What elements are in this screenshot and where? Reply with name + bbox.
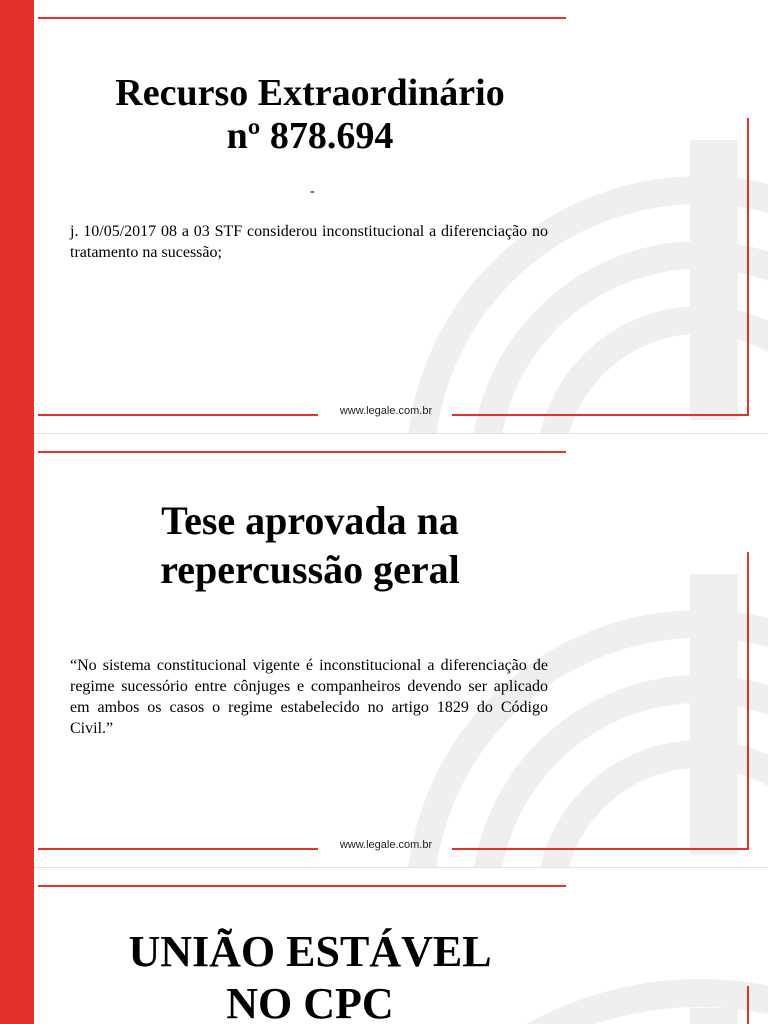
footer-url: www.legale.com.br	[339, 839, 433, 851]
left-accent-bar	[0, 434, 34, 868]
top-accent-line	[38, 885, 566, 887]
title-line-1: Tese aprovada na	[161, 498, 459, 543]
slide-recurso-extraordinario	[0, 0, 768, 434]
footer-line-left	[38, 414, 318, 416]
top-accent-line	[38, 17, 566, 19]
slide-body-quote: “No sistema constitucional vigente é inconstitucional a diferenciação de regime sucessório entre cônjuges e companheiros devendo ser aplicado em ambos os casos o regime estabelecido no artigo 1829 do Código Civil.”	[70, 657, 548, 737]
slide-title	[40, 496, 580, 594]
footer-line-left	[38, 848, 318, 850]
slide-body-text: j. 10/05/2017 08 a 03 STF considerou inconstitucional a diferenciação no tratamento na sucessão;	[70, 223, 548, 261]
title-line-2: repercussão geral	[160, 547, 460, 592]
title-line-2: NO CPC	[226, 979, 394, 1024]
right-accent-line	[747, 986, 749, 1024]
top-accent-line	[38, 451, 566, 453]
title-line-1: UNIÃO ESTÁVEL	[128, 927, 492, 976]
footer-line-right	[452, 848, 749, 850]
title-line-2: nº 878.694	[226, 115, 394, 157]
left-accent-bar	[0, 0, 34, 434]
slide-uniao-estavel	[0, 868, 768, 1024]
footer-line-right	[452, 414, 749, 416]
title-line-1: Recurso Extraordinário	[115, 72, 505, 114]
slide-title	[40, 72, 580, 158]
footer-url: www.legale.com.br	[339, 405, 433, 417]
background-arcs-decoration	[0, 0, 768, 434]
slide-title	[40, 926, 580, 1024]
left-accent-bar	[0, 868, 34, 1024]
right-accent-line	[747, 118, 749, 414]
right-accent-line	[747, 552, 749, 848]
dash-mark: -	[310, 184, 315, 199]
slide-tese-aprovada	[0, 434, 768, 868]
